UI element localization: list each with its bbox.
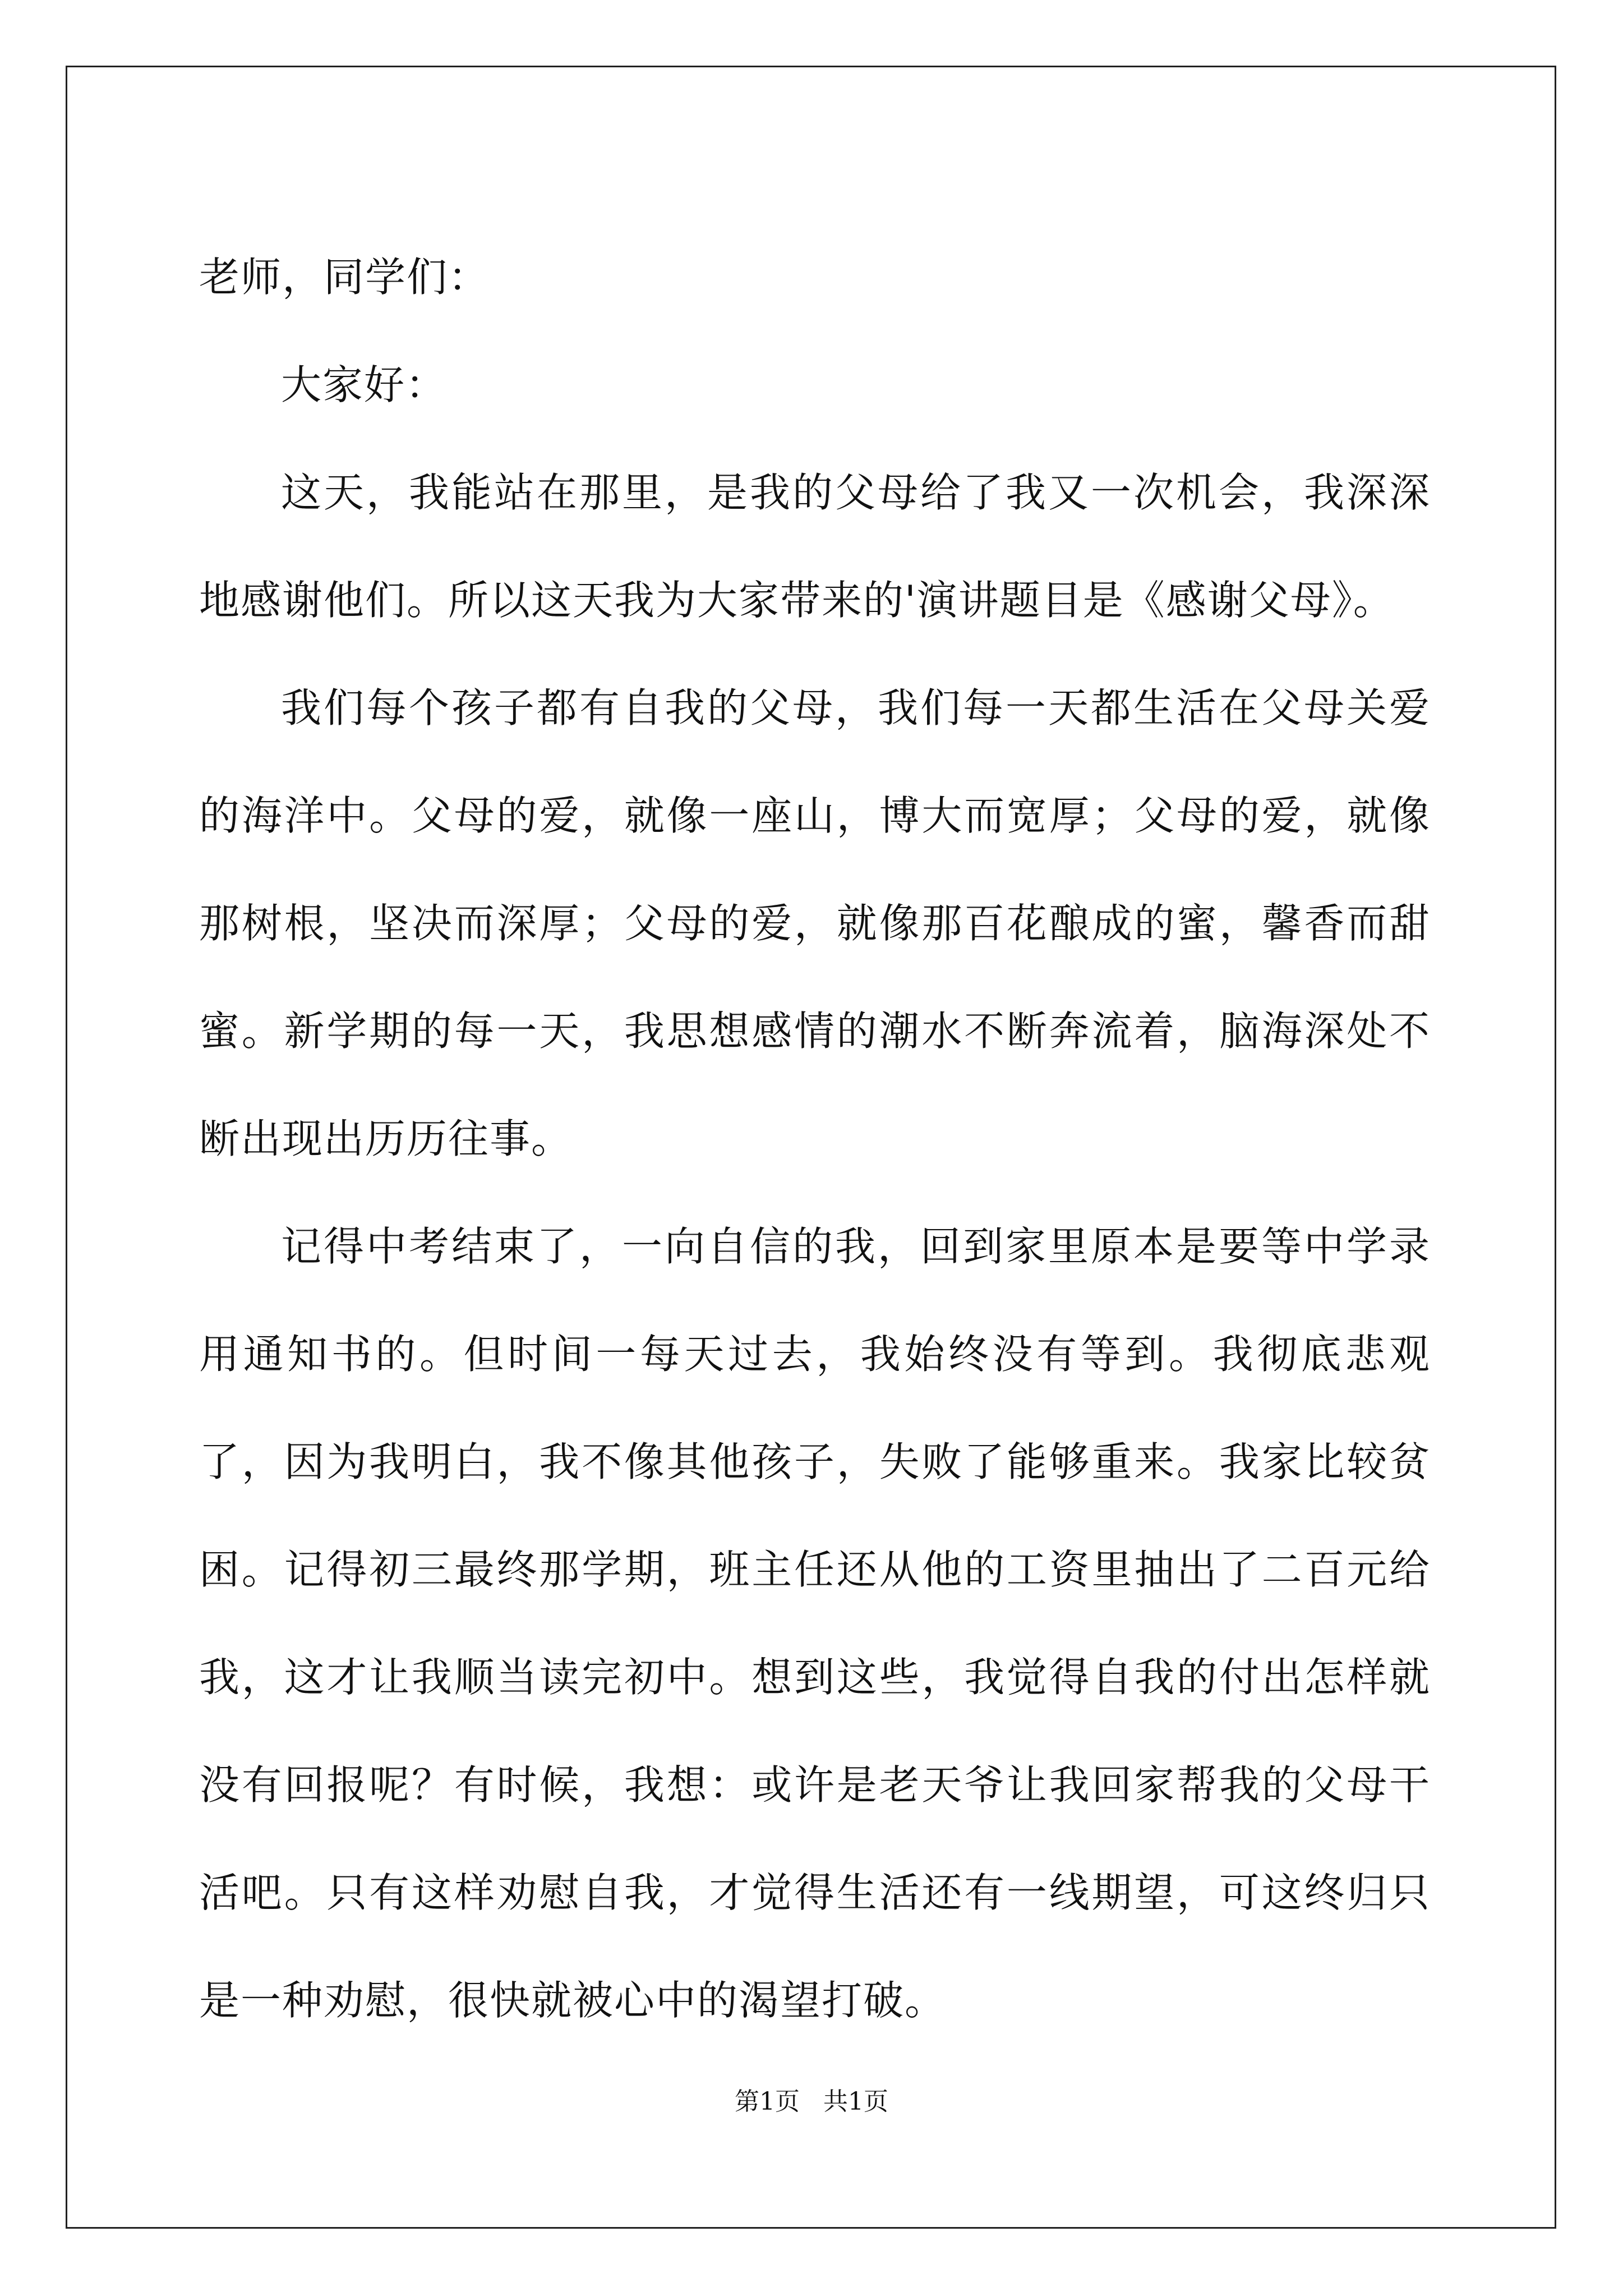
salutation: 老师，同学们：	[199, 254, 490, 301]
paragraph-1: 这天，我能站在那里，是我的父母给了我又一次机会，我深深地感谢他们。所以这天我为大家带来的'演讲题目是《感谢父母》。	[199, 469, 1431, 624]
page-footer: 第1页 共1页	[735, 2087, 888, 2116]
paragraph-2: 我们每个孩子都有自我的父母，我们每一天都生活在父母关爱的海洋中。父母的爱，就像一座山，博大而宽厚；父母的爱，就像那树根，坚决而深厚；父母的爱，就像那百花酿成的蜜，馨香而甜蜜。新学期的每一天，我思想感情的潮水不断奔流着，脑海深处不断出现出历历往事。	[199, 684, 1431, 1162]
greeting: 大家好：	[281, 361, 448, 408]
document-body	[199, 223, 1431, 2054]
paragraph-3: 记得中考结束了，一向自信的我，回到家里原本是要等中学录用通知书的。但时间一每天过去，我始终没有等到。我彻底悲观了，因为我明白，我不像其他孩子，失败了能够重来。我家比较贫困。记得初三最终那学期，班主任还从他的工资里抽出了二百元给我，这才让我顺当读完初中。想到这些，我觉得自我的付出怎样就没有回报呢？有时候，我想：或许是老天爷让我回家帮我的父母干活吧。只有这样劝慰自我，才觉得生活还有一线期望，可这终归只是一种劝慰，很快就被心中的渴望打破。	[199, 1223, 1431, 2024]
